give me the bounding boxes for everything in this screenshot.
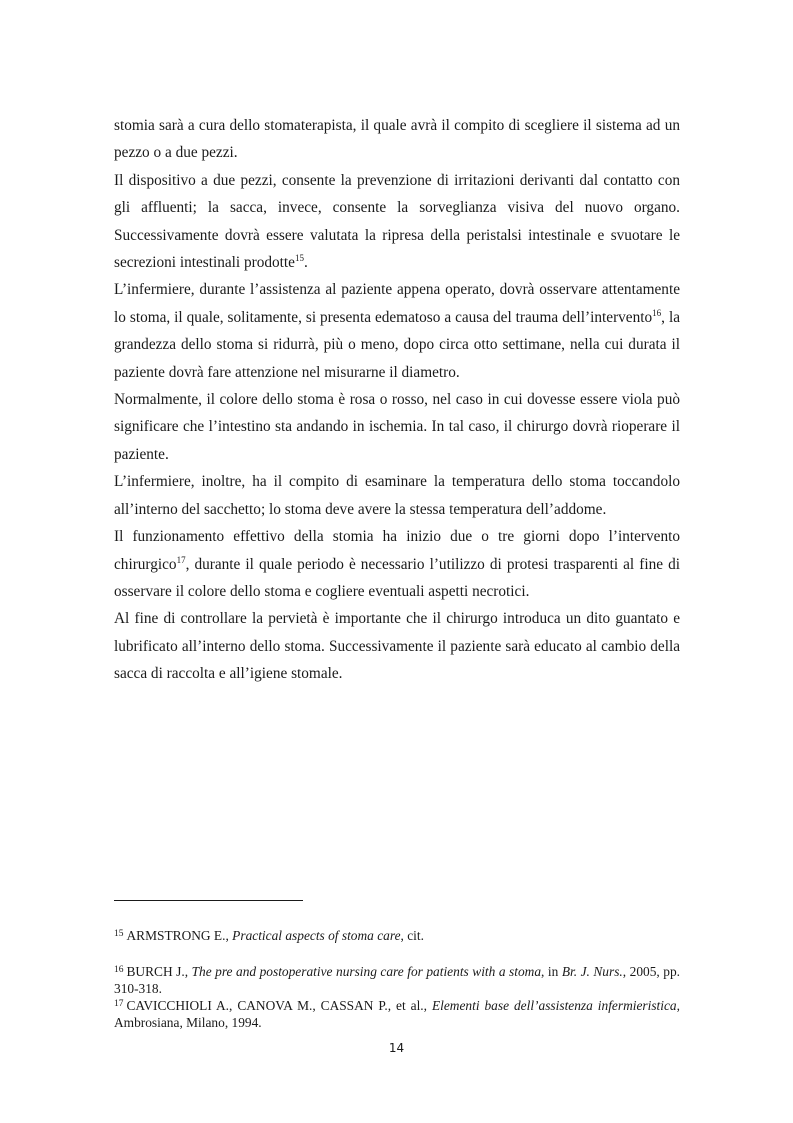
paragraph: L’infermiere, durante l’assistenza al paziente appena operato, dovrà osservare attentamente lo stoma, il quale, solitamente, si presenta edematoso a causa del trauma dell’intervento$^{16}$, la grandezza dello stoma si ridurrà, più o meno, dopo circa otto settimane, nella cui durata il paziente dovrà fare attenzione nel misurarne il diametro.	[114, 281, 680, 381]
paragraph: Al fine di controllare la pervietà è importante che il chirurgo introduca un dito guantato e lubrificato all’interno dello stoma. Successivamente il paziente sarà educato al cambio della sacca di raccolta e all’igiene stomale.	[114, 610, 680, 683]
footnote-separator	[114, 900, 303, 901]
footnote-title: The pre and postoperative nursing care for patients with a stoma	[191, 964, 542, 979]
paragraph: Il funzionamento effettivo della stomia ha inizio due o tre giorni dopo l’intervento chirurgico$^{17}$, durante il quale periodo è necessario l’utilizzo di protesi trasparenti al fine di osservare il colore dello stoma e cogliere eventuali aspetti necrotici.	[114, 528, 680, 600]
body-text	[114, 112, 680, 688]
footnote: $^{16}$ BURCH J., The pre and postoperative nursing care for patients with a stoma, in Br. J. Nurs., 2005, pp. 310-318.	[114, 964, 680, 996]
footnote-title: Elementi base dell’assistenza infermieristica	[431, 998, 677, 1013]
footnote-reference[interactable]: 16	[652, 307, 662, 318]
footnote: $^{15}$ ARMSTRONG E., Practical aspects of stoma care, cit.	[114, 928, 424, 943]
footnote-number: 17	[114, 999, 124, 1009]
footnote-journal: Br. J. Nurs.	[561, 964, 623, 979]
footnote-title: Practical aspects of stoma care	[232, 928, 401, 943]
paragraph: L’infermiere, inoltre, ha il compito di esaminare la temperatura dello stoma toccandolo all’interno del sacchetto; lo stoma deve avere la stessa temperatura dell’addome.	[114, 473, 680, 518]
footnote-number: 15	[114, 929, 124, 939]
footnote-number: 16	[114, 965, 124, 975]
footnote-reference[interactable]: 17	[176, 554, 186, 565]
paragraph: Il dispositivo a due pezzi, consente la prevenzione di irritazioni derivanti dal contatto con gli affluenti; la sacca, invece, consente la sorveglianza visiva del nuovo organo. Successivamente dovrà essere valutata la ripresa della peristalsi intestinale e svuotare le secrezioni intestinali prodotte$^{15}$.	[114, 171, 680, 272]
page-number: 14	[388, 1041, 405, 1055]
paragraph: Normalmente, il colore dello stoma è rosa o rosso, nel caso in cui dovesse essere viola può significare che l’intestino sta andando in ischemia. In tal caso, il chirurgo dovrà rioperare il paziente.	[114, 391, 680, 463]
footnote-reference[interactable]: 15	[294, 252, 304, 263]
paragraph: stomia sarà a cura dello stomaterapista, il quale avrà il compito di scegliere il sistema ad un pezzo o a due pezzi.	[114, 117, 680, 162]
footnote: $^{17}$ CAVICCHIOLI A., CANOVA M., CASSAN P., et al., Elementi base dell’assistenza infermieristica, Ambrosiana, Milano, 1994.	[114, 998, 680, 1030]
